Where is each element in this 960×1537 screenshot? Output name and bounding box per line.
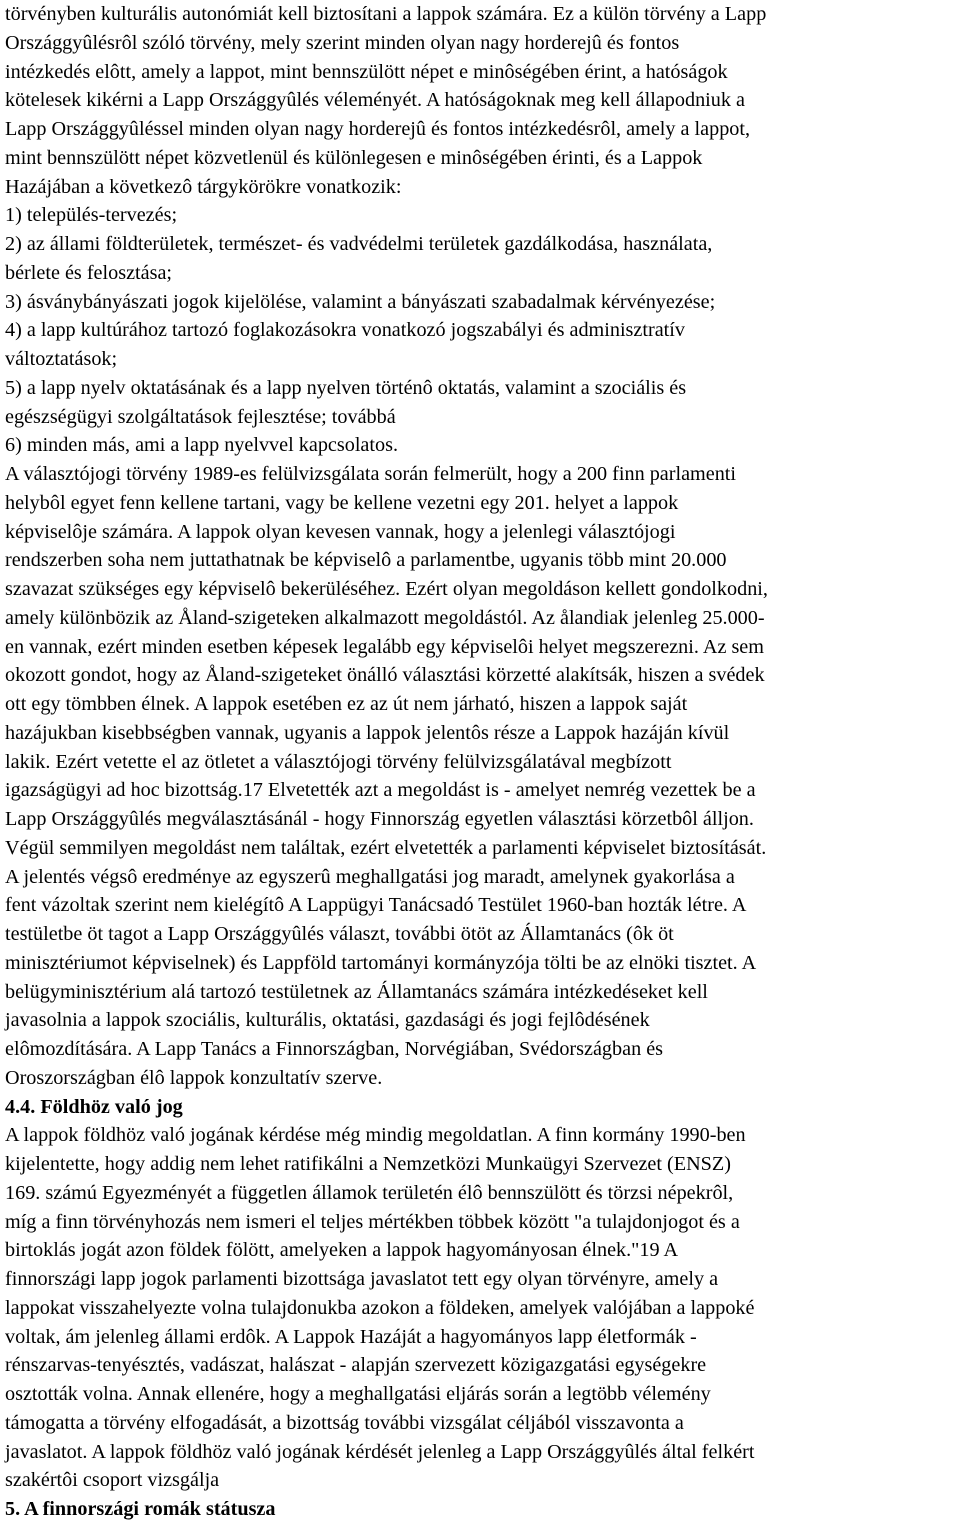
text-line: míg a finn törvényhozás nem ismeri el teljes mértékben többek között "a tulajdonjogot és a (5, 1210, 740, 1233)
text-line: hazájukban kisebbségben vannak, ugyanis a lappok jelentôs része a Lappok hazáján kívül (5, 721, 730, 744)
text-line: ott egy tömbben élnek. A lappok esetében ez az út nem járható, hiszen a lappok saját (5, 693, 688, 715)
text-line: osztották volna. Annak ellenére, hogy a meghallgatási eljárás során a legtöbb vélemény (5, 1383, 711, 1405)
text-line: Országgyûlésrôl szóló törvény, mely szerint minden olyan nagy horderejû és fontos (5, 31, 680, 54)
text-line: amely különbözik az Åland-szigeteken alkalmazott megoldástól. Az ålandiak jelenleg 25.000- (5, 606, 765, 629)
text-line: intézkedés elôtt, amely a lappot, mint bennszülött népet e minôségében érint, a hatóságok (5, 60, 728, 83)
text-line: Hazájában a következô tárgykörökre vonatkozik: (5, 175, 402, 198)
text-line: kötelesek kikérni a Lapp Országgyûlés véleményét. A hatóságoknak meg kell állapodniuk a (5, 89, 745, 112)
section-heading: 4.4. Földhöz való jog (5, 1095, 183, 1118)
text-line: fent vázoltak szerint nem kielégítô A Lappügyi Tanácsadó Testület 1960-ban hozták létre. A (5, 894, 747, 917)
text-line: 6) minden más, ami a lapp nyelvvel kapcsolatos. (5, 434, 398, 457)
text-line: javaslatot. A lappok földhöz való jogának kérdését jelenleg a Lapp Országgyûlés által felkért (5, 1440, 755, 1463)
text-line: változtatások; (5, 348, 118, 370)
text-line: szakértôi csoport vizsgálja (5, 1469, 220, 1492)
text-line: bérlete és felosztása; (5, 261, 173, 284)
text-line: lappokat visszahelyezte volna tulajdonukba azokon a földeken, amelyek valójában a lappoké (5, 1296, 755, 1319)
text-line: szavazat szükséges egy képviselô bekerüléséhez. Ezért olyan megoldáson kellett gondolkodni, (5, 578, 768, 600)
text-line: minisztériumot képviselnek) és Lappföld tartományi kormányzója tölti be az elnöki tisztet. A (5, 951, 757, 974)
text-line: kijelentette, hogy addig nem lehet ratifikálni a Nemzetközi Munkaügyi Szervezet (ENSZ) (5, 1153, 731, 1175)
text-line: 2) az állami földterületek, természet- és vadvédelmi területek gazdálkodása, használata, (5, 233, 713, 255)
text-line: Oroszországban élô lappok konzultatív szerve. (5, 1066, 383, 1089)
text-line: támogatta a törvény elfogadását, a bizottság további vizsgálat céljából visszavonta a (5, 1411, 684, 1434)
section-heading: 5. A finnországi romák státusza (5, 1498, 276, 1520)
text-line: mint bennszülött népet közvetlenül és különlegesen e minôségében érinti, és a Lappok (5, 146, 703, 169)
text-line: Lapp Országgyûlés megválasztásánál - hogy Finnország egyetlen választási körzetbôl álljon. (5, 808, 754, 830)
text-line: en vannak, ezért minden esetben képesek legalább egy képviselôi helyet megszerezni. Az sem (5, 635, 764, 658)
text-line: 169. számú Egyezményét a független államok területén élô bennszülött és törzsi népekrôl, (5, 1181, 734, 1204)
text-line: 1) település-tervezés; (5, 204, 178, 227)
text-line: 4) a lapp kultúrához tartozó foglakozásokra vonatkozó jogszabályi és adminisztratív (5, 319, 685, 342)
text-line: finnországi lapp jogok parlamenti bizottsága javaslatot tett egy olyan törvényre, amely a (5, 1268, 719, 1290)
text-line: belügyminisztérium alá tartozó testületnek az Államtanács számára intézkedéseket kell (5, 980, 708, 1003)
text-line: testületbe öt tagot a Lapp Országgyûlés választ, további ötöt az Államtanács (ôk öt (5, 923, 674, 945)
text-line: Lapp Országgyûléssel minden olyan nagy horderejû és fontos intézkedésrôl, amely a lappot, (5, 118, 751, 140)
text-line: törvényben kulturális autonómiát kell biztosítani a lappok számára. Ez a külön törvény a Lapp (5, 3, 767, 25)
text-line: A jelentés végsô eredménye az egyszerû meghallgatási jog maradt, amelynek gyakorlása a (5, 865, 735, 888)
text-line: javasolnia a lappok szociális, kulturális, oktatási, gazdasági és jogi fejlôdésének (5, 1009, 650, 1032)
text-line: rendszerben soha nem juttathatnak be képviselô a parlamentbe, ugyanis több mint 20.000 (5, 549, 727, 572)
text-line: birtoklás jogát azon földek fölött, amelyeken a lappok hagyományosan élnek."19 A (5, 1239, 679, 1262)
text-line: képviselôje számára. A lappok olyan kevesen vannak, hogy a jelenlegi választójogi (5, 520, 676, 543)
document-page (5, 0, 955, 1524)
text-line: 5) a lapp nyelv oktatásának és a lapp nyelven történô oktatás, valamint a szociális és (5, 376, 687, 399)
text-line: lakik. Ezért vetette el az ötletet a választójogi törvény felülvizsgálatával megbízott (5, 750, 672, 773)
text-line: 3) ásványbányászati jogok kijelölése, valamint a bányászati szabadalmak kérvényezése; (5, 290, 716, 313)
text-line: egészségügyi szolgáltatások fejlesztése; továbbá (5, 405, 396, 428)
text-line: elômozdítására. A Lapp Tanács a Finnországban, Norvégiában, Svédországban és (5, 1038, 664, 1060)
text-line: igazságügyi ad hoc bizottság.17 Elvetették azt a megoldást is - amelyet nemrég vezettek be a (5, 779, 756, 802)
text-line: helybôl egyet fenn kellene tartani, vagy be kellene vezetni egy 201. helyet a lappok (5, 491, 679, 514)
text-line: Végül semmilyen megoldást nem találtak, ezért elvetették a parlamenti képviselet biztosítását. (5, 836, 767, 859)
text-line: okozott gondot, hogy az Åland-szigeteket önálló választási körzetté alakítsák, hiszen a svédek (5, 664, 765, 687)
text-line: A választójogi törvény 1989-es felülvizsgálata során felmerült, hogy a 200 finn parlamenti (5, 463, 737, 485)
text-line: A lappok földhöz való jogának kérdése még mindig megoldatlan. A finn kormány 1990-ben (5, 1124, 746, 1147)
text-line: voltak, ám jelenleg állami erdôk. A Lappok Hazáját a hagyományos lapp életformák - (5, 1325, 697, 1348)
text-line: rénszarvas-tenyésztés, vadászat, halászat - alapján szervezett közigazgatási egységekre (5, 1354, 707, 1377)
